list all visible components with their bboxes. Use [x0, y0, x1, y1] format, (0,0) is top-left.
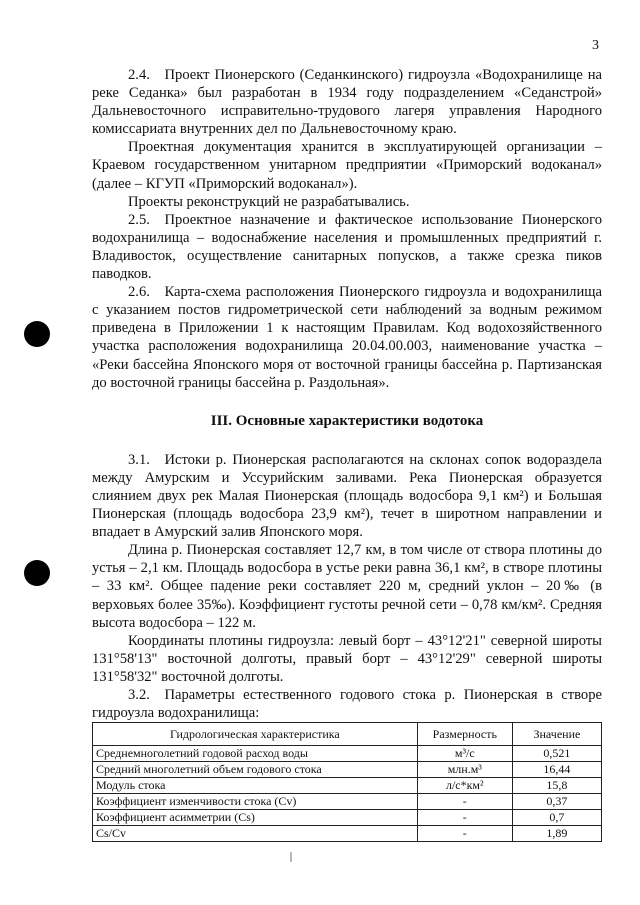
paragraph-2-5: 2.5. Проектное назначение и фактическое использование Пионерского водохранилища – водоснабжение населения и промышленных предприятий г. Владивосток, осуществление санитарных попусков, а также срезка пиков паводков.	[92, 211, 602, 283]
row-value: 15,8	[512, 778, 601, 794]
row-unit: -	[417, 794, 512, 810]
table-row	[93, 826, 602, 842]
row-unit: л/с*км²	[417, 778, 512, 794]
paragraph-dam-coordinates: Координаты плотины гидроузла: левый борт – 43°12'21" северной широты 131°58'13" восточной долготы, правый борт – 43°12'29" северной широты 131°58'32" восточной долготы.	[92, 632, 602, 685]
header-unit: Размерность	[417, 723, 512, 746]
table-row	[93, 810, 602, 826]
scan-mark	[290, 852, 292, 862]
row-unit: млн.м³	[417, 762, 512, 778]
row-name: Коэффициент изменчивости стока (Cv)	[93, 794, 418, 810]
table-row	[93, 778, 602, 794]
row-value: 0,521	[512, 746, 601, 762]
table-row	[93, 746, 602, 762]
punch-hole-top	[24, 321, 50, 347]
row-name: Среднемноголетний годовой расход воды	[93, 746, 418, 762]
row-value: 0,7	[512, 810, 601, 826]
paragraph-3-1: 3.1. Истоки р. Пионерская располагаются на склонах сопок водораздела между Амурским и Уссурийским заливами. Река Пионерская образуется слиянием двух рек Малая Пионерская (площадь водосбора 9,1 км²) и Большая Пионерская (площадь водосбора 23,9 км²), течет в широтном направлении и впадает в Амурский залив Японского моря.	[92, 451, 602, 541]
section-title: III. Основные характеристики водотока	[210, 412, 484, 429]
row-value: 16,44	[512, 762, 601, 778]
row-name: Cs/Cv	[93, 826, 418, 842]
page-number: 3	[592, 38, 599, 53]
row-unit: м³/с	[417, 746, 512, 762]
paragraph-2-4: 2.4. Проект Пионерского (Седанкинского) гидроузла «Водохранилище на реке Седанка» был разработан в 1934 году подразделением «Седанстрой» Дальневосточного исправительно-трудового лагеря управления Народного комиссариата внутренних дел по Дальневосточному краю.	[92, 67, 602, 138]
document-body	[92, 66, 602, 722]
table-row	[93, 762, 602, 778]
table-header-row	[93, 723, 602, 746]
table-row	[93, 794, 602, 810]
row-name: Коэффициент асимметрии (Cs)	[93, 810, 418, 826]
paragraph-3-2: 3.2. Параметры естественного годового стока р. Пионерская в створе гидроузла водохранилища:	[92, 687, 602, 722]
row-value: 1,89	[512, 826, 601, 842]
punch-hole-bottom	[24, 560, 50, 586]
row-unit: -	[417, 826, 512, 842]
header-value: Значение	[512, 723, 601, 746]
paragraph-2-6: 2.6. Карта-схема расположения Пионерского гидроузла и водохранилища с указанием постов гидрометрической сети наблюдений за водным режимом приведена в Приложении 1 к настоящим Правилам. Код водохозяйственного участка расположения водохранилища 20.04.00.003, наименование участка – «Реки бассейна Японского моря от восточной границы бассейна р. Партизанская до восточной границы бассейна р. Раздольная».	[92, 284, 602, 391]
paragraph-no-reconstruction: Проекты реконструкций не разрабатывались.	[128, 193, 410, 210]
header-characteristic: Гидрологическая характеристика	[93, 723, 418, 746]
row-unit: -	[417, 810, 512, 826]
runoff-parameters-table	[92, 722, 602, 842]
row-value: 0,37	[512, 794, 601, 810]
row-name: Модуль стока	[93, 778, 418, 794]
paragraph-project-docs: Проектная документация хранится в эксплуатирующей организации – Краевом государственном унитарном предприятии «Приморский водоканал» (далее – КГУП «Приморский водоканал»).	[92, 139, 602, 192]
row-name: Средний многолетний объем годового стока	[93, 762, 418, 778]
paragraph-river-length: Длина р. Пионерская составляет 12,7 км, в том числе от створа плотины до устья – 2,1 км. Площадь водосбора в устье реки равна 36,1 км², в створе плотины – 33 км². Общее падение реки составляет 220 м, средний уклон – 20‰ (в верховьях более 35‰). Коэффициент густоты речной сети – 0,78 км/км². Средняя высота водосбора – 122 м.	[92, 542, 602, 631]
